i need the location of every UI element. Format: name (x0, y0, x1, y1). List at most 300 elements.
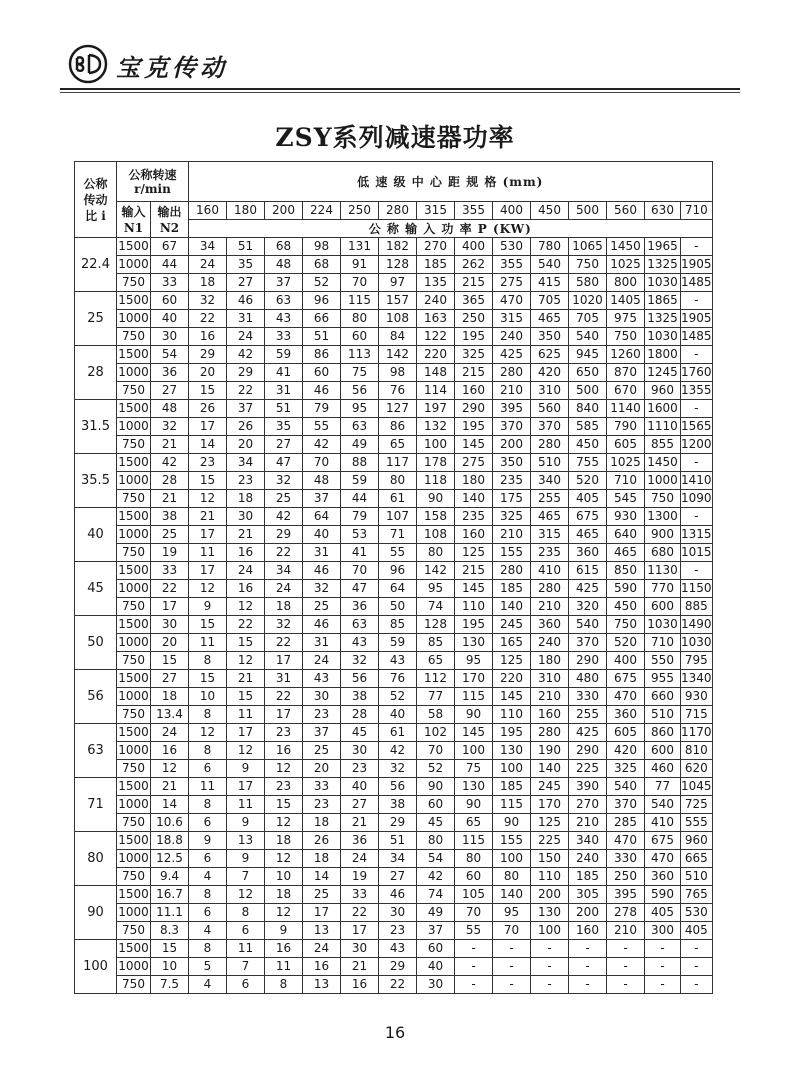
power-cell: 125 (493, 652, 531, 670)
power-cell: 370 (531, 418, 569, 436)
power-cell: 86 (303, 346, 341, 364)
table-row (75, 760, 713, 778)
power-cell: 21 (341, 958, 379, 976)
power-cell: 56 (379, 778, 417, 796)
power-cell: 640 (607, 526, 645, 544)
power-cell: 4 (189, 976, 227, 994)
power-cell: 185 (493, 778, 531, 796)
n1-cell: 1000 (117, 526, 151, 544)
power-cell: 810 (681, 742, 713, 760)
power-cell: 48 (303, 472, 341, 490)
power-cell: 56 (341, 382, 379, 400)
power-cell: 1130 (645, 562, 681, 580)
power-cell: 32 (303, 580, 341, 598)
table-row (75, 886, 713, 904)
power-cell: 350 (531, 328, 569, 346)
power-cell: 195 (455, 616, 493, 634)
power-cell: 18 (303, 814, 341, 832)
n2-cell: 25 (151, 526, 189, 544)
distance-cell: 280 (379, 202, 417, 220)
power-cell: 850 (607, 562, 645, 580)
power-cell: 75 (455, 760, 493, 778)
power-cell: 1410 (681, 472, 713, 490)
power-cell: 12 (189, 490, 227, 508)
power-cell: 7 (227, 958, 265, 976)
power-cell: 70 (303, 454, 341, 472)
power-cell: 65 (379, 436, 417, 454)
n1-cell: 1500 (117, 292, 151, 310)
n1-cell: 1500 (117, 238, 151, 256)
power-cell: 60 (417, 796, 455, 814)
power-cell: 30 (341, 940, 379, 958)
ratio-cell: 40 (75, 508, 117, 562)
power-cell: 200 (569, 904, 607, 922)
power-cell: 1905 (681, 310, 713, 328)
power-cell: 28 (341, 706, 379, 724)
power-cell: 285 (607, 814, 645, 832)
power-cell: 30 (417, 976, 455, 994)
power-cell: 540 (645, 796, 681, 814)
power-cell: 930 (607, 508, 645, 526)
power-cell: 48 (265, 256, 303, 274)
power-cell: 1025 (607, 454, 645, 472)
power-cell: 12 (227, 742, 265, 760)
power-cell: 55 (303, 418, 341, 436)
n1-cell: 750 (117, 328, 151, 346)
power-cell: 11 (189, 634, 227, 652)
ratio-cell: 35.5 (75, 454, 117, 508)
power-cell: 52 (379, 688, 417, 706)
table-row (75, 472, 713, 490)
power-cell: 108 (417, 526, 455, 544)
power-cell: 9 (189, 832, 227, 850)
power-cell: 130 (455, 778, 493, 796)
n2-cell: 24 (151, 724, 189, 742)
power-cell: 210 (493, 382, 531, 400)
power-cell: 465 (569, 526, 607, 544)
power-cell: 20 (303, 760, 341, 778)
power-cell: 215 (455, 274, 493, 292)
power-cell: - (569, 958, 607, 976)
power-cell: 12 (227, 652, 265, 670)
power-cell: 30 (303, 688, 341, 706)
power-cell: 122 (417, 328, 455, 346)
table-row (75, 382, 713, 400)
table-row (75, 796, 713, 814)
power-cell: 60 (341, 328, 379, 346)
power-cell: 210 (531, 598, 569, 616)
distance-cell: 250 (341, 202, 379, 220)
n2-cell: 7.5 (151, 976, 189, 994)
power-cell: 18 (303, 850, 341, 868)
power-cell: 465 (531, 310, 569, 328)
power-cell: 31 (227, 310, 265, 328)
n1-cell: 1500 (117, 724, 151, 742)
n2-cell: 20 (151, 634, 189, 652)
speed-header (117, 162, 189, 202)
power-cell: 33 (341, 886, 379, 904)
power-cell: 43 (379, 652, 417, 670)
table-row (75, 634, 713, 652)
power-cell: 320 (569, 598, 607, 616)
power-cell: 8 (227, 904, 265, 922)
power-cell: 370 (607, 796, 645, 814)
page-number: 16 (384, 1023, 406, 1042)
ratio-cell: 28 (75, 346, 117, 400)
power-cell: 98 (303, 238, 341, 256)
power-cell: 585 (569, 418, 607, 436)
distance-cell: 315 (417, 202, 455, 220)
power-cell: 355 (493, 256, 531, 274)
power-cell: 280 (493, 562, 531, 580)
power-cell: 12 (265, 760, 303, 778)
power-cell: 118 (417, 472, 455, 490)
power-cell: 97 (379, 274, 417, 292)
power-cell: 23 (303, 706, 341, 724)
power-cell: 590 (607, 580, 645, 598)
power-cell: - (681, 508, 713, 526)
power-cell: 560 (531, 400, 569, 418)
table-row (75, 850, 713, 868)
power-cell: 185 (493, 580, 531, 598)
table-row (75, 670, 713, 688)
table-row (75, 292, 713, 310)
power-cell: 13 (227, 832, 265, 850)
power-cell: 90 (493, 814, 531, 832)
table-row (75, 544, 713, 562)
power-cell: 1260 (607, 346, 645, 364)
power-cell: 240 (493, 328, 531, 346)
n2-cell: 30 (151, 616, 189, 634)
power-cell: 290 (455, 400, 493, 418)
power-cell: 100 (455, 742, 493, 760)
power-cell: 182 (379, 238, 417, 256)
power-cell: 225 (531, 832, 569, 850)
power-cell: 1025 (607, 256, 645, 274)
power-cell: 795 (681, 652, 713, 670)
power-cell: 415 (531, 274, 569, 292)
table-row (75, 598, 713, 616)
power-cell: 25 (265, 490, 303, 508)
power-cell: 960 (681, 832, 713, 850)
power-cell: - (645, 958, 681, 976)
power-cell: 675 (607, 670, 645, 688)
power-cell: 63 (341, 418, 379, 436)
n1-cell: 750 (117, 652, 151, 670)
ratio-cell: 100 (75, 940, 117, 994)
power-cell: 16 (303, 958, 341, 976)
n2-cell: 18.8 (151, 832, 189, 850)
power-cell: 390 (569, 778, 607, 796)
power-cell: - (681, 454, 713, 472)
power-cell: 520 (569, 472, 607, 490)
power-cell: 6 (189, 904, 227, 922)
power-cell: 31 (265, 670, 303, 688)
power-cell: 21 (189, 508, 227, 526)
power-cell: 76 (379, 670, 417, 688)
power-cell: 50 (379, 598, 417, 616)
power-cell: 42 (379, 742, 417, 760)
power-cell: 12 (265, 904, 303, 922)
power-cell: 860 (645, 724, 681, 742)
power-cell: - (681, 346, 713, 364)
power-cell: 127 (379, 400, 417, 418)
power-cell: 605 (607, 436, 645, 454)
power-cell: 51 (303, 328, 341, 346)
table-row (75, 958, 713, 976)
power-cell: 145 (493, 688, 531, 706)
power-cell: 125 (455, 544, 493, 562)
power-cell: 80 (417, 544, 455, 562)
power-cell: 545 (607, 490, 645, 508)
n2-cell: 15 (151, 652, 189, 670)
power-cell: 102 (417, 724, 455, 742)
power-cell: 36 (341, 598, 379, 616)
power-cell: 1030 (645, 328, 681, 346)
power-cell: 530 (493, 238, 531, 256)
power-cell: 185 (417, 256, 455, 274)
power-cell: 500 (569, 382, 607, 400)
power-cell: 74 (417, 598, 455, 616)
power-cell: 470 (607, 832, 645, 850)
power-cell: 1015 (681, 544, 713, 562)
n1-cell: 1000 (117, 958, 151, 976)
power-cell: 29 (189, 346, 227, 364)
power-cell: 1245 (645, 364, 681, 382)
distance-cell: 400 (493, 202, 531, 220)
power-cell: 400 (607, 652, 645, 670)
power-cell: 59 (341, 472, 379, 490)
power-cell: 680 (645, 544, 681, 562)
power-cell: 80 (493, 868, 531, 886)
power-cell: 66 (303, 310, 341, 328)
power-cell: 17 (189, 526, 227, 544)
distance-cell: 355 (455, 202, 493, 220)
power-cell: 185 (569, 868, 607, 886)
table-row (75, 526, 713, 544)
power-cell: 23 (303, 796, 341, 814)
power-cell: 200 (531, 886, 569, 904)
power-cell: 470 (493, 292, 531, 310)
n1-cell: 1000 (117, 796, 151, 814)
power-cell: 44 (341, 490, 379, 508)
power-cell: 1865 (645, 292, 681, 310)
power-cell: 11 (189, 778, 227, 796)
power-cell: 305 (569, 886, 607, 904)
power-cell: 88 (341, 454, 379, 472)
power-cell: 180 (455, 472, 493, 490)
power-cell: 9 (189, 598, 227, 616)
power-cell: 800 (607, 274, 645, 292)
power-cell: 4 (189, 868, 227, 886)
power-cell: 112 (417, 670, 455, 688)
power-cell: 34 (227, 454, 265, 472)
power-cell: 170 (455, 670, 493, 688)
distance-cell: 200 (265, 202, 303, 220)
power-cell: 360 (569, 544, 607, 562)
power-cell: 275 (493, 274, 531, 292)
power-cell: 17 (227, 778, 265, 796)
power-cell: - (681, 958, 713, 976)
power-cell: 220 (417, 346, 455, 364)
table-row (75, 814, 713, 832)
table-row (75, 940, 713, 958)
power-cell: 59 (379, 634, 417, 652)
power-cell: 197 (417, 400, 455, 418)
power-cell: 46 (379, 886, 417, 904)
n2-cell: 17 (151, 598, 189, 616)
power-cell: 140 (531, 760, 569, 778)
table-row (75, 418, 713, 436)
power-cell: 43 (265, 310, 303, 328)
power-cell: 600 (645, 598, 681, 616)
power-cell: 27 (227, 274, 265, 292)
power-cell: 22 (265, 634, 303, 652)
power-cell: 157 (379, 292, 417, 310)
n2-cell: 10.6 (151, 814, 189, 832)
power-cell: 37 (303, 724, 341, 742)
power-cell: 1485 (681, 274, 713, 292)
power-cell: 17 (265, 652, 303, 670)
ratio-cell: 71 (75, 778, 117, 832)
power-cell: 250 (607, 868, 645, 886)
ratio-header-label: 公称 传动 比 i (83, 176, 108, 223)
power-cell: 79 (303, 400, 341, 418)
power-cell: 29 (227, 364, 265, 382)
table-row (75, 400, 713, 418)
power-cell: 360 (607, 706, 645, 724)
power-cell: 790 (607, 418, 645, 436)
power-cell: 43 (303, 670, 341, 688)
n1-cell: 1000 (117, 418, 151, 436)
power-cell: 23 (379, 922, 417, 940)
power-cell: 59 (265, 346, 303, 364)
power-cell: 975 (607, 310, 645, 328)
power-cell: 675 (569, 508, 607, 526)
power-cell: 24 (227, 328, 265, 346)
power-cell: 278 (607, 904, 645, 922)
power-cell: 605 (607, 724, 645, 742)
power-cell: 6 (227, 976, 265, 994)
power-cell: - (493, 940, 531, 958)
power-cell: 870 (607, 364, 645, 382)
distance-cell: 180 (227, 202, 265, 220)
n1-cell: 1000 (117, 688, 151, 706)
power-cell: 1450 (645, 454, 681, 472)
power-cell: 450 (607, 598, 645, 616)
power-cell: 12 (189, 580, 227, 598)
table-row (75, 310, 713, 328)
power-cell: 49 (417, 904, 455, 922)
n1-cell: 1500 (117, 670, 151, 688)
power-cell: 80 (455, 850, 493, 868)
power-cell: 56 (341, 670, 379, 688)
power-cell: 96 (303, 292, 341, 310)
power-cell: 68 (265, 238, 303, 256)
n2-cell: 60 (151, 292, 189, 310)
power-cell: 55 (455, 922, 493, 940)
n1-cell: 750 (117, 922, 151, 940)
table-row (75, 976, 713, 994)
power-cell: 9 (227, 814, 265, 832)
n2-cell: 32 (151, 418, 189, 436)
power-cell: 140 (455, 490, 493, 508)
power-cell: 38 (379, 796, 417, 814)
power-cell: 710 (607, 472, 645, 490)
power-cell: 90 (455, 796, 493, 814)
n2-cell: 27 (151, 382, 189, 400)
speed-header-label: 公称转速 r/min (128, 167, 177, 196)
power-cell: 27 (341, 796, 379, 814)
power-cell: 715 (681, 706, 713, 724)
power-cell: 160 (569, 922, 607, 940)
power-cell: 40 (379, 706, 417, 724)
ratio-cell: 63 (75, 724, 117, 778)
header-rule (60, 88, 740, 90)
power-cell: 115 (341, 292, 379, 310)
power-cell: 86 (379, 418, 417, 436)
power-cell: 365 (455, 292, 493, 310)
n1-cell: 1500 (117, 454, 151, 472)
power-cell: - (681, 976, 713, 994)
power-cell: 6 (189, 850, 227, 868)
power-cell: 8 (189, 706, 227, 724)
n1-cell: 750 (117, 760, 151, 778)
power-cell: 32 (265, 616, 303, 634)
power-cell: 18 (265, 598, 303, 616)
n2-cell: 27 (151, 670, 189, 688)
power-cell: 1020 (569, 292, 607, 310)
table-row (75, 922, 713, 940)
power-cell: 590 (645, 886, 681, 904)
power-cell: 96 (379, 562, 417, 580)
n1-cell: 1500 (117, 508, 151, 526)
power-cell: 600 (645, 742, 681, 760)
n1-cell: 1000 (117, 256, 151, 274)
distance-header: 低 速 级 中 心 距 规 格 (mm) (189, 162, 713, 202)
power-cell: 170 (531, 796, 569, 814)
page-title: ZSY系列减速器功率 (275, 123, 515, 152)
power-cell: 115 (455, 832, 493, 850)
power-cell: 10 (189, 688, 227, 706)
power-cell: - (681, 400, 713, 418)
n1-cell: 750 (117, 382, 151, 400)
power-cell: 155 (493, 832, 531, 850)
ratio-cell: 22.4 (75, 238, 117, 292)
power-cell: 11 (227, 940, 265, 958)
power-cell: 330 (569, 688, 607, 706)
power-cell: 160 (455, 526, 493, 544)
n2-cell: 11.1 (151, 904, 189, 922)
power-cell: - (681, 238, 713, 256)
power-cell: 675 (645, 832, 681, 850)
table-body (75, 238, 713, 994)
power-cell: 31 (303, 634, 341, 652)
power-cell: 53 (341, 526, 379, 544)
power-cell: 4 (189, 922, 227, 940)
power-cell: 8 (189, 796, 227, 814)
power-cell: 35 (265, 418, 303, 436)
power-cell: 130 (493, 742, 531, 760)
n1-cell: 750 (117, 436, 151, 454)
power-cell: 325 (455, 346, 493, 364)
power-cell: 15 (189, 670, 227, 688)
power-cell: 16 (265, 742, 303, 760)
power-cell: 450 (569, 436, 607, 454)
n1-cell: 1500 (117, 346, 151, 364)
power-cell: 80 (341, 310, 379, 328)
power-cell: 8 (189, 940, 227, 958)
